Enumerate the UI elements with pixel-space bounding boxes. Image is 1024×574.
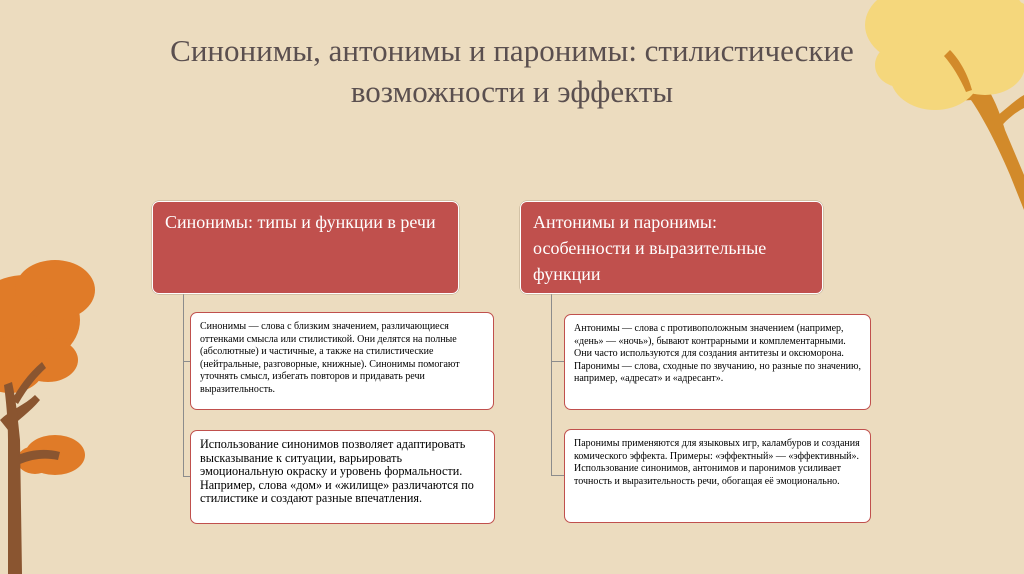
title-line-2: возможности и эффекты bbox=[350, 74, 674, 109]
antonyms-paronyms-header-text: Антонимы и паронимы: особенности и выразительные функции bbox=[533, 212, 767, 284]
slide-title bbox=[60, 30, 964, 112]
antonyms-definition-card bbox=[564, 314, 871, 410]
card-text: Антонимы — слова с противоположным значением (например, «день» — «ночь»), бывают контрарными и комплементарными. Они часто используются для создания антитезы и оксюморона. Паронимы — слова, сходные по звучанию, но разные по значению, например, «адресат» и «адресант». bbox=[574, 323, 862, 384]
card-text: Паронимы применяются для языковых игр, каламбуров и создания комического эффекта. Примеры: «эффектный» — «эффективный». Использование синонимов, антонимов и паронимов усиливает точность и выразительность речи, обогащая её эмоционально. bbox=[574, 438, 860, 487]
card-text: Использование синонимов позволяет адаптировать высказывание к ситуации, варьировать эмоциональную окраску и уровень формальности. Например, слова «дом» и «жилище» различаются по стилистике и создают разные впечатления. bbox=[200, 437, 474, 505]
title-line-1: Синонимы, антонимы и паронимы: стилистические bbox=[170, 33, 854, 68]
connector-line bbox=[183, 294, 184, 476]
synonyms-definition-card bbox=[190, 312, 494, 410]
synonyms-usage-card bbox=[190, 430, 495, 524]
connector-line bbox=[551, 475, 565, 476]
antonyms-paronyms-header bbox=[520, 201, 823, 294]
card-text: Синонимы — слова с близким значением, различающиеся оттенками смысла или стилистикой. Они делятся на полные (абсолютные) и частичные, а также на стилистические (нейтральные, разговорные, книжные). Синонимы помогают уточнять смысл, избегать повторов и придавать речи выразительность. bbox=[200, 321, 460, 395]
synonyms-header bbox=[152, 201, 459, 294]
connector-line bbox=[551, 294, 552, 475]
paronyms-usage-card bbox=[564, 429, 871, 523]
synonyms-header-text: Синонимы: типы и функции в речи bbox=[165, 212, 436, 232]
connector-line bbox=[551, 361, 565, 362]
